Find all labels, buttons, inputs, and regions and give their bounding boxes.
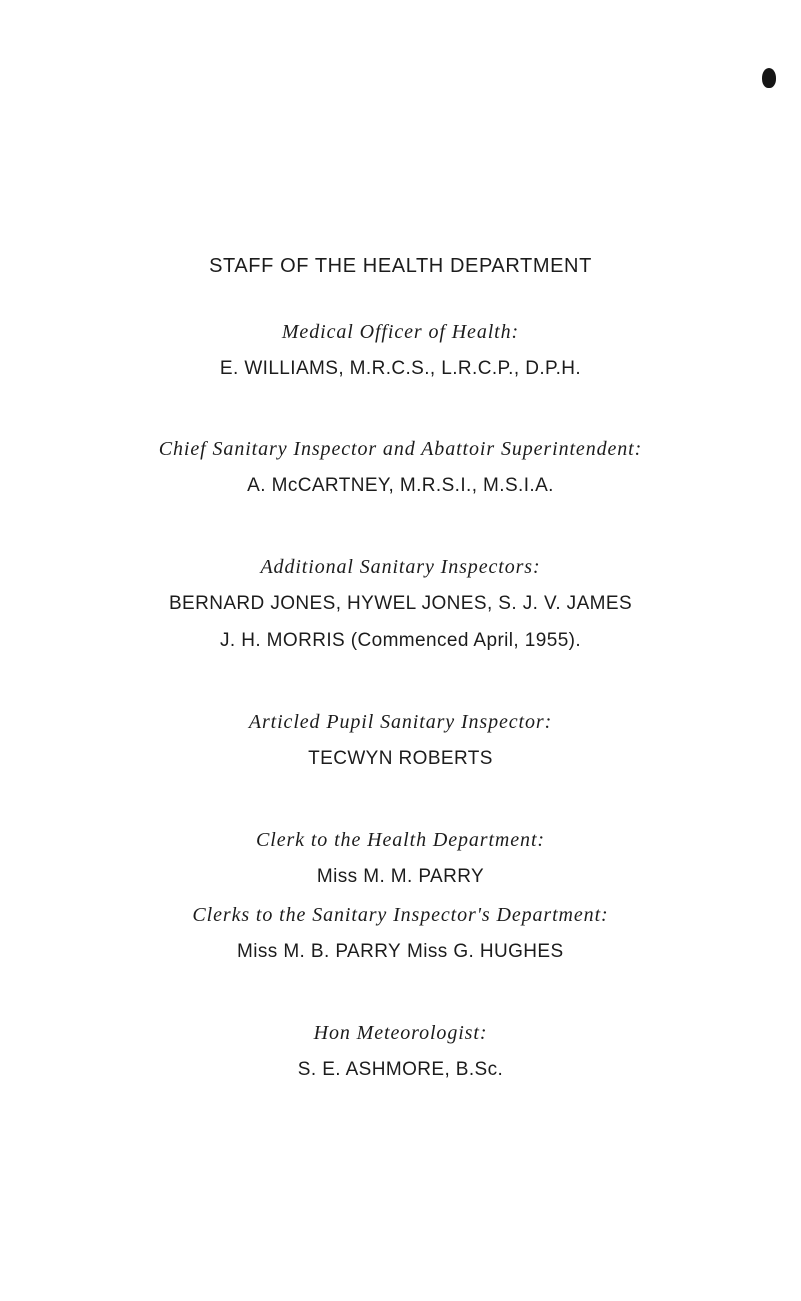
role-medical-officer: Medical Officer of Health: [281, 321, 520, 343]
ink-spot-mark [762, 68, 776, 88]
role-chief-sanitary-inspector: Chief Sanitary Inspector and Abattoir Superintendent: [158, 438, 643, 460]
name-additional-inspectors-line2: J. H. MORRIS (Commenced April, 1955). [219, 630, 582, 651]
page-title: STAFF OF THE HEALTH DEPARTMENT [209, 255, 592, 277]
name-additional-inspectors-line1: BERNARD JONES, HYWEL JONES, S. J. V. JAMES [168, 593, 633, 614]
name-meteorologist: S. E. ASHMORE, B.Sc. [297, 1059, 504, 1080]
role-meteorologist: Hon Meteorologist: [313, 1022, 488, 1044]
name-clerk-sanitary-1: Miss M. B. PARRY [237, 941, 402, 962]
role-articled-pupil: Articled Pupil Sanitary Inspector: [248, 711, 553, 733]
name-chief-sanitary-inspector: A. McCARTNEY, M.R.S.I., M.S.I.A. [247, 475, 554, 496]
name-clerk-health-department: Miss M. M. PARRY [316, 866, 485, 887]
role-additional-inspectors: Additional Sanitary Inspectors: [260, 556, 541, 578]
name-medical-officer: E. WILLIAMS, M.R.C.S., L.R.C.P., D.P.H. [219, 358, 582, 379]
name-articled-pupil: TECWYN ROBERTS [308, 748, 493, 769]
name-clerk-sanitary-2: Miss G. HUGHES [407, 941, 564, 962]
role-clerks-sanitary-department: Clerks to the Sanitary Inspector's Department: [192, 904, 609, 926]
role-clerk-health-department: Clerk to the Health Department: [256, 829, 545, 851]
